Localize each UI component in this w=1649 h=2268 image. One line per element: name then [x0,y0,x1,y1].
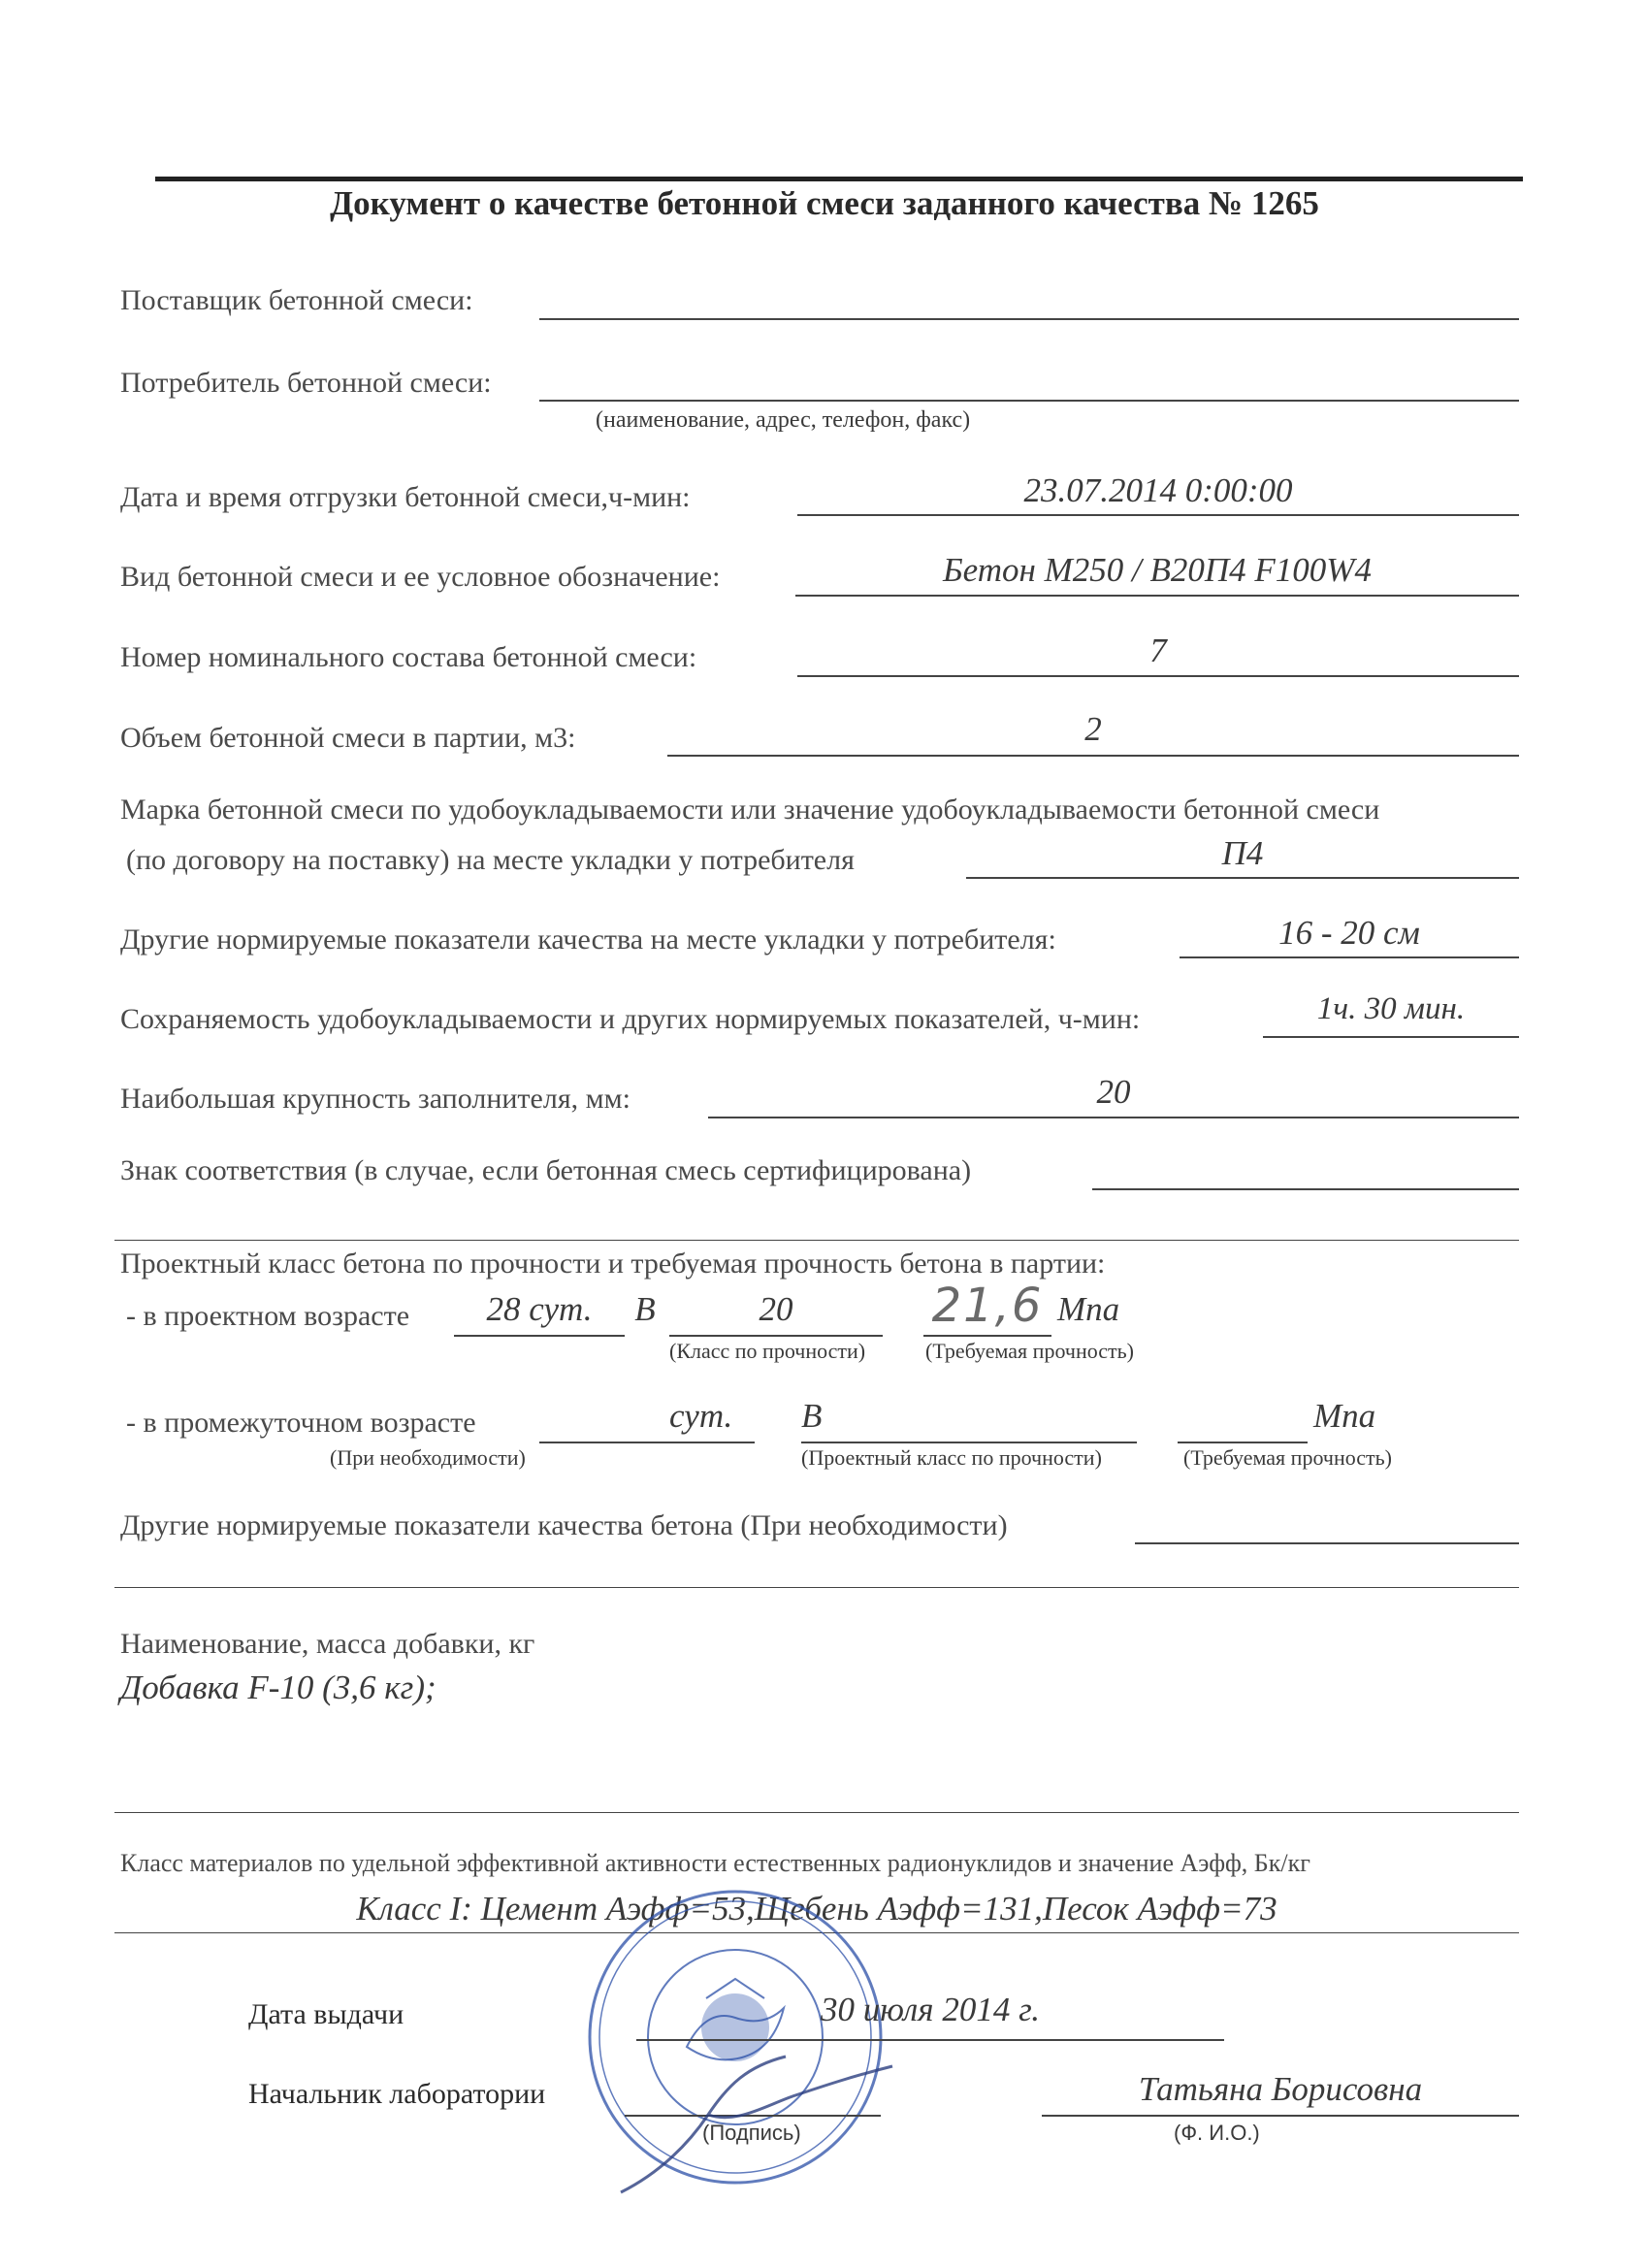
lab-head-name: Татьяна Борисовна [1138,2070,1423,2108]
other-indicators-concrete-extra-line [114,1587,1519,1588]
handwritten-signature [601,2037,912,2202]
max-aggregate-line[interactable] [708,1117,1519,1118]
signature-hint: (Подпись) [702,2121,801,2145]
radionuclides-value: Класс I: Цемент Аэфф=53,Щебень Аэфф=131,Песок Аэфф=73 [356,1890,1277,1928]
supplier-label: Поставщик бетонной смеси: [120,284,473,316]
intermediate-required-hint: (Требуемая прочность) [1183,1445,1393,1470]
retention-value: 1ч. 30 мин. [1316,991,1466,1026]
volume-label: Объем бетонной смеси в партии, м3: [120,722,576,754]
retention-line[interactable] [1263,1036,1519,1038]
additive-line [114,1812,1519,1813]
issue-date-label: Дата выдачи [248,1998,404,2030]
consumer-hint: (наименование, адрес, телефон, факс) [596,407,971,433]
additive-value: Добавка F-10 (3,6 кг); [120,1669,436,1706]
conformity-extra-line [114,1240,1519,1241]
other-indicators-site-label: Другие нормируемые показатели качества на месте укладки у потребителя: [120,923,1056,956]
design-unit: Мпа [1057,1290,1120,1328]
intermediate-required-line[interactable] [1178,1442,1308,1443]
composition-number-label: Номер номинального состава бетонной смеси: [120,641,697,673]
shipping-datetime-line[interactable] [797,514,1519,516]
consumer-line[interactable] [539,400,1519,402]
design-class-value: 20 [759,1290,793,1328]
shipping-datetime-value: 23.07.2014 0:00:00 [1023,471,1293,509]
other-indicators-concrete-label: Другие нормируемые показатели качества бетона (При необходимости) [120,1509,1008,1541]
max-aggregate-value: 20 [1096,1073,1131,1111]
mix-type-value: Бетон М250 / В20П4 F100W4 [943,551,1372,589]
issue-date-value: 30 июля 2014 г. [820,1991,1041,2028]
design-required-hint: (Требуемая прочность) [925,1339,1135,1363]
workability-line[interactable] [966,877,1519,879]
consumer-label: Потребитель бетонной смеси: [120,367,492,399]
intermediate-class-line[interactable] [801,1442,1137,1443]
design-age-line[interactable] [454,1335,625,1337]
workability-label-line2: (по договору на поставку) на месте укладки у потребителя [126,844,855,876]
top-rule [155,177,1523,181]
mix-type-label: Вид бетонной смеси и ее условное обозначение: [120,561,721,593]
document-title: Документ о качестве бетонной смеси заданного качества № 1265 [330,184,1319,222]
intermediate-age-label: - в промежуточном возрасте [126,1407,476,1439]
composition-number-line[interactable] [797,675,1519,677]
design-required-value: 21,6 [931,1279,1044,1333]
volume-line[interactable] [667,755,1519,757]
design-class-line[interactable] [669,1335,883,1337]
other-indicators-concrete-line[interactable] [1135,1542,1519,1544]
design-b-prefix: В [634,1290,656,1328]
additive-label: Наименование, масса добавки, кг [120,1628,535,1660]
max-aggregate-label: Наибольшая крупность заполнителя, мм: [120,1083,630,1115]
volume-value: 2 [1084,710,1102,748]
other-indicators-site-line[interactable] [1180,956,1519,958]
name-hint: (Ф. И.О.) [1174,2121,1260,2145]
intermediate-age-hint: (При необходимости) [330,1445,526,1470]
workability-value: П4 [1221,834,1264,872]
intermediate-class-hint: (Проектный класс по прочности) [801,1445,1102,1470]
workability-label-line1: Марка бетонной смеси по удобоукладываемости или значение удобоукладываемости бетонной смеси [120,794,1380,826]
retention-label: Сохраняемость удобоукладываемости и других нормируемых показателей, ч-мин: [120,1003,1141,1035]
design-age-value: 28 сут. [486,1290,593,1328]
lab-head-label: Начальник лаборатории [248,2078,546,2110]
design-required-line[interactable] [923,1335,1051,1337]
name-line[interactable] [1042,2115,1519,2117]
intermediate-unit: Мпа [1313,1397,1376,1435]
other-indicators-site-value: 16 - 20 см [1278,914,1420,952]
supplier-line[interactable] [539,318,1519,320]
composition-number-value: 7 [1149,632,1167,669]
mix-type-line[interactable] [795,595,1519,597]
design-class-hint: (Класс по прочности) [669,1339,866,1363]
shipping-datetime-label: Дата и время отгрузки бетонной смеси,ч-мин: [120,481,691,513]
design-age-label: - в проектном возрасте [126,1300,410,1332]
intermediate-age-unit: сут. [669,1397,733,1435]
strength-heading: Проектный класс бетона по прочности и требуемая прочность бетона в партии: [120,1247,1106,1280]
intermediate-age-line[interactable] [539,1442,755,1443]
intermediate-b-prefix: В [801,1397,823,1435]
conformity-mark-label: Знак соответствия (в случае, если бетонная смесь сертифицирована) [120,1154,972,1186]
conformity-mark-line[interactable] [1092,1188,1519,1190]
radionuclides-label: Класс материалов по удельной эффективной активности естественных радионуклидов и значение Аэфф, Бк/кг [120,1849,1310,1877]
